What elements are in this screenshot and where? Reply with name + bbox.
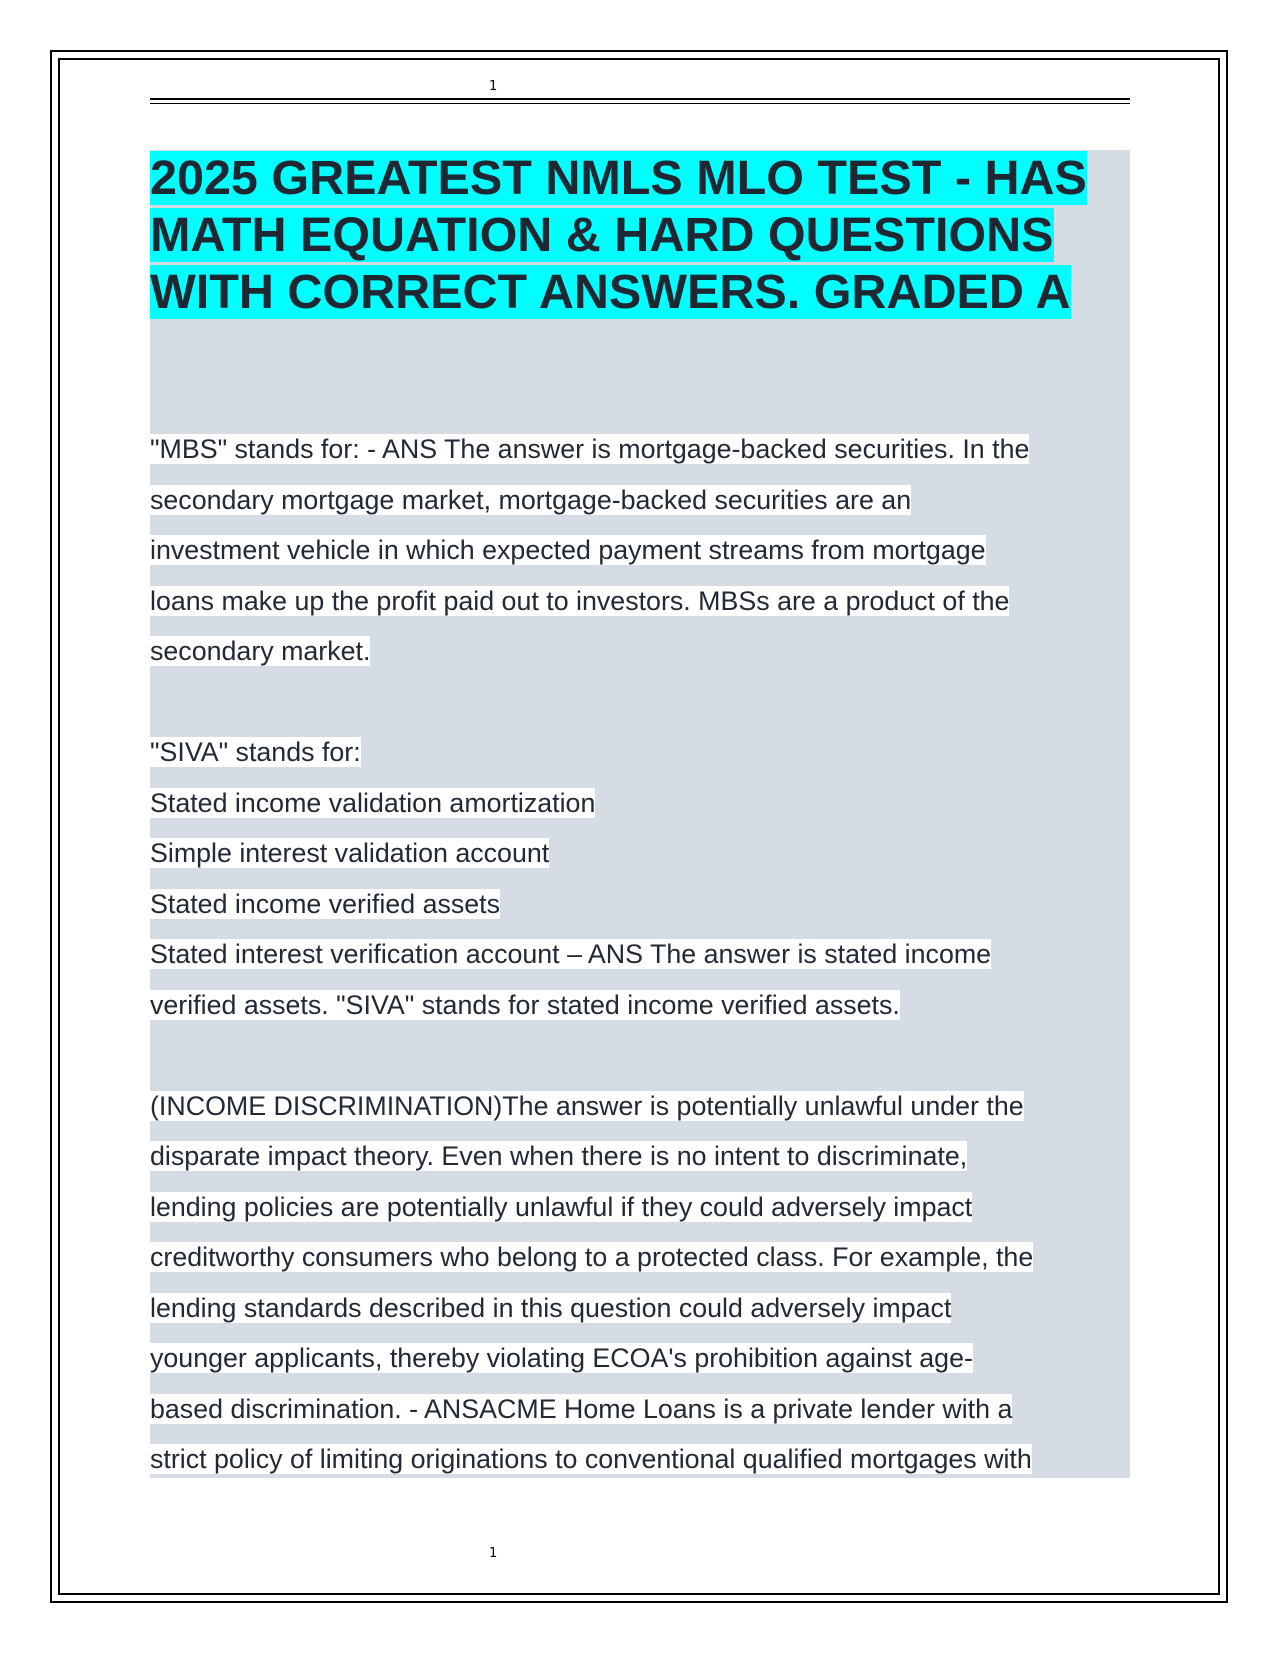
paragraph-siva xyxy=(150,727,1150,1030)
text-line: secondary market. xyxy=(150,636,371,666)
header-page-number: 1 xyxy=(489,79,498,94)
title-line: WITH CORRECT ANSWERS. GRADED A xyxy=(150,265,1071,319)
text-line: investment vehicle in which expected payment streams from mortgage xyxy=(150,535,986,565)
text-line: Simple interest validation account xyxy=(150,838,550,868)
text-line: "MBS" stands for: - ANS The answer is mortgage-backed securities. In the xyxy=(150,434,1030,464)
paragraph-income-discrimination xyxy=(150,1081,1150,1485)
text-line: based discrimination. - ANSACME Home Loans is a private lender with a xyxy=(150,1393,1013,1424)
paragraph-mbs xyxy=(150,424,1150,677)
header-rule-thin xyxy=(150,103,1130,104)
text-line: creditworthy consumers who belong to a protected class. For example, the xyxy=(150,1242,1034,1272)
footer-page-number: 1 xyxy=(489,1546,498,1561)
header-rule xyxy=(150,98,1130,100)
title-line: 2025 GREATEST NMLS MLO TEST - HAS xyxy=(150,151,1087,205)
title-line: MATH EQUATION & HARD QUESTIONS xyxy=(150,208,1054,262)
text-line: lending standards described in this question could adversely impact xyxy=(150,1292,952,1323)
text-line: "SIVA" stands for: xyxy=(150,737,361,767)
document-body xyxy=(150,150,1150,1485)
text-line: younger applicants, thereby violating ECOA's prohibition against age- xyxy=(150,1343,973,1373)
text-line: loans make up the profit paid out to investors. MBSs are a product of the xyxy=(150,585,1010,616)
text-line: secondary mortgage market, mortgage-backed securities are an xyxy=(150,484,912,515)
text-line: strict policy of limiting originations to conventional qualified mortgages with xyxy=(150,1444,1032,1474)
text-line: disparate impact theory. Even when there is no intent to discriminate, xyxy=(150,1141,968,1171)
text-line: Stated interest verification account – ANS The answer is stated income xyxy=(150,939,992,969)
text-line: Stated income validation amortization xyxy=(150,787,596,818)
text-line: Stated income verified assets xyxy=(150,888,501,919)
document-title xyxy=(150,150,1150,321)
text-line: (INCOME DISCRIMINATION)The answer is potentially unlawful under the xyxy=(150,1090,1024,1121)
text-line: verified assets. "SIVA" stands for stated income verified assets. xyxy=(150,989,900,1020)
text-line: lending policies are potentially unlawful if they could adversely impact xyxy=(150,1191,973,1222)
